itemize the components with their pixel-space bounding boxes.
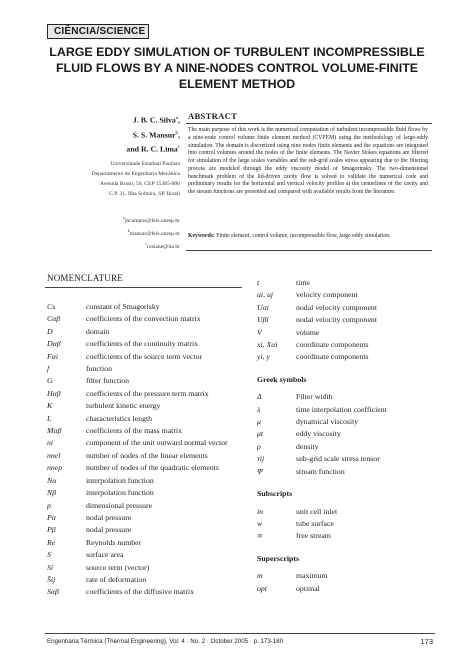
greek-entry: Δ Filter width	[257, 392, 333, 402]
author-list	[60, 112, 180, 156]
subscript-entry: w tube surface	[257, 518, 334, 528]
nomenclature-entry: Si source term (vector)	[47, 562, 150, 572]
email-line: $^c$rosiane@ita.br	[145, 240, 180, 250]
keywords	[188, 233, 432, 241]
keywords-text: Finite element, control volume, incompressible flow, large eddy simulation.	[216, 233, 391, 239]
nomenclature-entry: ui, uj velocity component	[257, 290, 358, 300]
footer-rule	[45, 633, 435, 634]
email-line: $^b$mansur@feis.unesp.br	[127, 227, 180, 237]
nomenclature-entry: Fαi coefficients of the source term vector	[47, 351, 203, 361]
subscripts-heading: Subscripts	[257, 489, 293, 499]
nomenclature-entry: Cαβ coefficients of the convection matrix	[47, 314, 201, 324]
affiliation-line: Departamento de Engenharia Mecânica	[91, 171, 180, 177]
superscript-entry: m maximum	[257, 571, 328, 581]
author-1: J. B. C. Silva$^a$,	[132, 115, 180, 125]
nomenclature-entry: S̄ij rate of deformation	[47, 574, 147, 584]
greek-entry: μt eddy viscosity	[257, 429, 341, 439]
section-tag: CIÊNCIA/SCIENCE	[47, 24, 149, 39]
affiliation-line: Universidade Estadual Paulista	[110, 161, 180, 167]
nomenclature-entry: G filter function	[47, 376, 130, 386]
nomenclature-entry: nnep number of nodes of the quadratic elements	[47, 463, 219, 473]
greek-symbols-heading: Greek symbols	[257, 374, 307, 384]
nomenclature-entry: t time	[257, 278, 310, 287]
author-emails	[60, 213, 180, 252]
nomenclature-entry: Cs constant of Smagorisky	[47, 302, 160, 311]
author-2: S. S. Mansur$^b$,	[132, 130, 180, 140]
affiliation-line: C.P. 31, Ilha Solteira, SP, Brasil	[109, 191, 180, 197]
greek-entry: λ time interpolation coefficient	[257, 404, 387, 414]
nomenclature-entry: yi, y coordinate components	[257, 352, 369, 362]
nomenclature-entry: nnel number of nodes of the linear elements	[47, 450, 208, 460]
keywords-label: Keywords:	[188, 233, 215, 239]
greek-entry: τij sub-grid scale stress tensor	[257, 454, 380, 464]
superscripts-heading: Superscripts	[257, 553, 300, 563]
greek-entry: μ dynamical viscosity	[257, 417, 359, 427]
nomenclature-entry: Pα nodal pressure	[47, 512, 132, 522]
nomenclature-heading: NOMENCLATURE	[47, 273, 123, 283]
nomenclature-right-column	[257, 277, 457, 595]
nomenclature-entry: L characteristics length	[47, 413, 153, 423]
nomenclature-entry: Pβ nodal pressure	[47, 525, 132, 535]
nomenclature-rule	[45, 287, 242, 288]
nomenclature-entry: Sαβ coefficients of the diffusive matrix	[47, 587, 194, 597]
nomenclature-entry: Nβ interpolation function	[47, 488, 154, 498]
nomenclature-entry: p dimensional pressure	[47, 500, 153, 510]
nomenclature-entry: xi, Xαi coordinate components	[257, 340, 369, 350]
nomenclature-entry: Mαβ coefficients of the mass matrix	[47, 426, 182, 436]
email-line: $^a$jbcampos@feis.unesp.br	[123, 215, 180, 224]
nomenclature-entry: V volume	[257, 327, 320, 337]
abstract-bottom-rule	[186, 250, 432, 251]
greek-entry: ρ density	[257, 441, 319, 451]
page-number: 173	[420, 637, 433, 646]
nomenclature-left-column	[47, 301, 247, 599]
abstract-body: The main purpose of this work is the numerical computation of turbulent incompressible fluid flows by a nine-node control volume finite element method (CVFEM) using the methodology of large-eddy simulation. The domain is discretized using nine nodes finite elements and the equations are integrated into control volumes around the nodes of the finite elements. The Navier Stokes equations are filtered for simulation of the large scales variables and the sub-grid scales stress appearing due to the filtering process are modeled through the eddy viscosity model of Smagorinsky. The two-dimensional benchmark problem of the lid-driven cavity flow is solved to validate the numerical code and preliminary results for the horizontal and vertical velocity profiles at the centerlines of the cavity and the stream functions are presented and compared with available results from the literature.	[188, 127, 428, 195]
affiliation	[60, 159, 180, 199]
nomenclature-entry: Uαi nodal velocity component	[257, 302, 377, 312]
nomenclature-entry: Uβi nodal velocity component	[257, 315, 377, 325]
nomenclature-entry: Hαβ coefficients of the pressure term matrix	[47, 388, 209, 398]
nomenclature-entry: K turbulent kinetic energy	[47, 401, 161, 411]
paper-title: LARGE EDDY SIMULATION OF TURBULENT INCOMPRESSIBLE FLUID FLOWS BY A NINE-NODES CONTROL VOLUME-FINITE ELEMENT METHOD	[49, 45, 425, 91]
greek-entry: Ψ stream function	[257, 466, 345, 476]
nomenclature-entry: S surface area	[47, 550, 124, 560]
nomenclature-entry: f function	[47, 364, 112, 374]
nomenclature-entry: Dαβ coefficients of the continuity matrix	[47, 339, 199, 349]
nomenclature-entry: Nα interpolation function	[47, 475, 154, 485]
author-3: and R. C. Lima$^c$	[126, 144, 180, 154]
nomenclature-entry: Re Reynolds number	[47, 537, 142, 547]
affiliation-line: Avenida Brasil, 56, CEP 15385-000	[99, 181, 180, 187]
nomenclature-entry: ni component of the unit outward normal vector	[47, 438, 228, 448]
superscript-entry: opt optimal	[257, 583, 320, 593]
abstract-top-rule	[186, 123, 432, 124]
abstract-heading: ABSTRACT	[188, 111, 238, 121]
journal-citation: Engenharia Térmica (Thermal Engineering), Vol. 4 · No. 2 · October 2005 · p. 173-180	[47, 638, 284, 645]
nomenclature-entry: D domain	[47, 326, 110, 336]
subscript-entry: in unit cell inlet	[257, 506, 338, 516]
subscript-entry: ∞ free stream	[257, 531, 331, 541]
